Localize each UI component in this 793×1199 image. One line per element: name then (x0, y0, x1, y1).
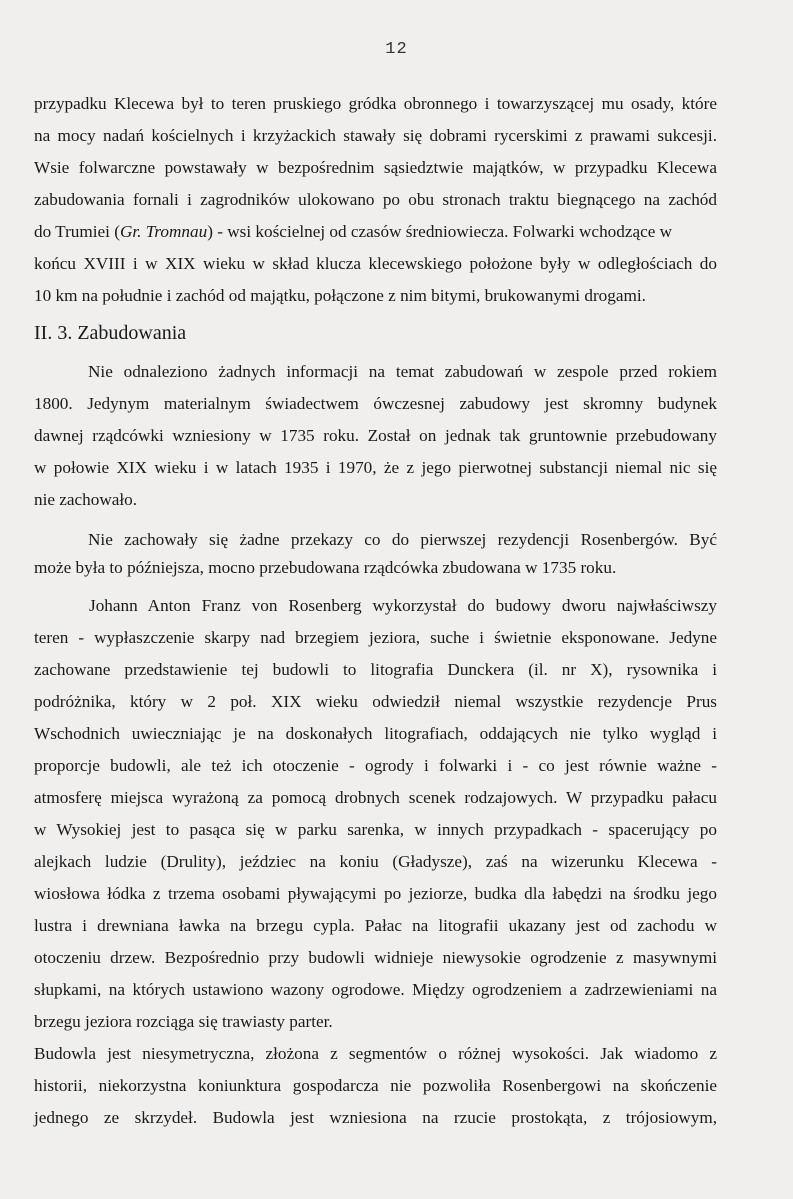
text-line: Nie zachowały się żadne przekazy co do pierwszej rezydencji Rosenbergów. Być (88, 530, 717, 549)
text-line (34, 220, 717, 244)
text-line: wiosłowa łódka z trzema osobami pływającymi po jeziorze, budka dla łabędzi na środku jego (34, 884, 717, 903)
text-line: Wschodnich uwieczniając je na doskonałych litografiach, oddających nie tylko wygląd i (34, 724, 717, 743)
text-line: teren - wypłaszczenie skarpy nad brzegiem jeziora, suche i świetnie eksponowane. Jedyne (34, 628, 717, 647)
text-line: alejkach ludzie (Drulity), jeździec na koniu (Gładysze), zaś na wizerunku Klecewa - (34, 852, 717, 871)
text-line: na mocy nadań kościelnych i krzyżackich stawały się dobrami rycerskimi z prawami sukcesji. (34, 126, 717, 145)
section-heading: II. 3. Zabudowania (34, 322, 187, 344)
text-span: do Trumiei ( (34, 222, 120, 241)
text-line: słupkami, na których ustawiono wazony ogrodowe. Między ogrodzeniem a zadrzewieniami na (34, 980, 717, 999)
text-line: zabudowania fornali i zagrodników ulokowano po obu stronach traktu biegnącego na zachód (34, 190, 717, 209)
text-line: w połowie XIX wieku i w latach 1935 i 1970, że z jego pierwotnej substancji niemal nic się (34, 458, 717, 477)
text-line: dawnej rządcówki wzniesiony w 1735 roku. Został on jednak tak gruntownie przebudowany (34, 426, 717, 445)
text-line: otoczeniu drzew. Bezpośrednio przy budowli widnieje niewysokie ogrodzenie z masywnymi (34, 948, 717, 967)
text-line: 1800. Jedynym materialnym świadectwem ówczesnej zabudowy jest skromny budynek (34, 394, 717, 413)
text-line: Wsie folwarczne powstawały w bezpośrednim sąsiedztwie majątków, w przypadku Klecewa (34, 158, 717, 177)
text-line: historii, niekorzystna koniunktura gospodarcza nie pozwoliła Rosenbergowi na skończenie (34, 1076, 717, 1095)
text-line: Nie odnaleziono żadnych informacji na temat zabudowań w zespole przed rokiem (88, 362, 717, 381)
text-line: końcu XVIII i w XIX wieku w skład klucza klecewskiego położone były w odległościach do (34, 254, 717, 273)
text-line: Johann Anton Franz von Rosenberg wykorzystał do budowy dworu najwłaściwszy (89, 596, 717, 615)
text-line: nie zachowało. (34, 490, 138, 509)
text-line: przypadku Klecewa był to teren pruskiego gródka obronnego i towarzyszącej mu osady, które (34, 94, 717, 113)
text-line: może była to późniejsza, mocno przebudowana rządcówka zbudowana w 1735 roku. (34, 558, 617, 577)
text-span: ) - wsi kościelnej od czasów średniowiecza. Folwarki wchodzące w (207, 222, 673, 241)
text-line: atmosferę miejsca wyrażoną za pomocą drobnych scenek rodzajowych. W przypadku pałacu (34, 788, 717, 807)
text-line: jednego ze skrzydeł. Budowla jest wzniesiona na rzucie prostokąta, z trójosiowym, (34, 1108, 717, 1127)
text-line: proporcje budowli, ale też ich otoczenie - ogrody i folwarki i - co jest równie ważne - (34, 756, 717, 775)
text-line: lustra i drewniana ławka na brzegu cypla. Pałac na litografii ukazany jest od zachodu w (34, 916, 717, 935)
text-line: w Wysokiej jest to pasąca się w parku sarenka, w innych przypadkach - spacerujący po (34, 820, 717, 839)
text-line: podróżnika, który w 2 poł. XIX wieku odwiedził niemal wszystkie rezydencje Prus (34, 692, 717, 711)
text-line: zachowane przedstawienie tej budowli to litografia Dunckera (il. nr X), rysownika i (34, 660, 717, 679)
page-number: 12 (385, 40, 408, 59)
text-line: 10 km na południe i zachód od majątku, połączone z nim bitymi, brukowanymi drogami. (34, 286, 646, 305)
text-line: Budowla jest niesymetryczna, złożona z segmentów o różnej wysokości. Jak wiadomo z (34, 1044, 717, 1063)
italic-placename: Gr. Tromnau (119, 222, 208, 241)
text-line: brzegu jeziora rozciąga się trawiasty parter. (34, 1012, 333, 1031)
